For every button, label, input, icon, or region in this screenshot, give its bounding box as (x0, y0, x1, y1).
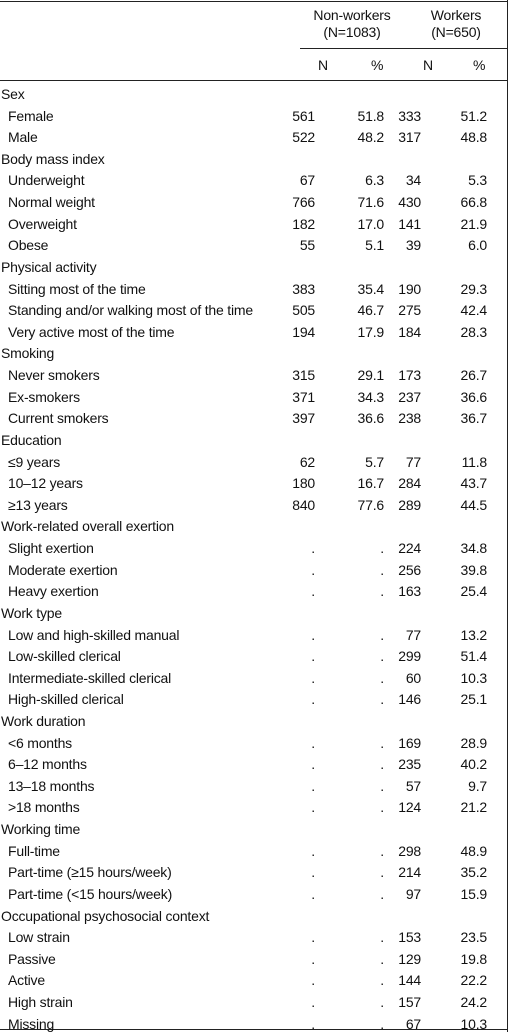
section-label: Body mass index (1, 151, 105, 167)
workers-n-cell: 57 (405, 778, 421, 794)
workers-n-cell: 173 (398, 367, 421, 383)
non-workers-percent-cell: . (380, 886, 384, 902)
row-label: Part-time (<15 hours/week) (8, 886, 173, 902)
non-workers-percent-cell: 71.6 (357, 194, 384, 210)
row-label: Never smokers (8, 367, 100, 383)
row-label: Obese (8, 237, 49, 253)
non-workers-n-cell: . (311, 627, 315, 643)
workers-n-cell: 184 (398, 324, 421, 340)
section-label: Work-related overall exertion (1, 518, 174, 534)
non-workers-n-cell: . (311, 929, 315, 945)
non-workers-percent-cell: 17.0 (357, 216, 384, 232)
workers-n-cell: 299 (398, 648, 421, 664)
workers-n-cell: 237 (398, 389, 421, 405)
workers-n-cell: 224 (398, 540, 421, 556)
non-workers-percent-cell: 48.2 (357, 129, 384, 145)
row-label: 13–18 months (8, 778, 95, 794)
workers-percent-cell: 22.2 (460, 972, 487, 988)
row-label: High-skilled clerical (8, 691, 124, 707)
row-label: ≤9 years (8, 454, 60, 470)
non-workers-n-cell: 840 (292, 497, 315, 513)
group-count: (N=650) (431, 24, 481, 40)
section-label: Working time (1, 821, 81, 837)
non-workers-n-cell: 766 (292, 194, 315, 210)
workers-percent-cell: 10.3 (460, 1016, 487, 1032)
non-workers-n-cell: . (311, 735, 315, 751)
workers-percent-cell: 42.4 (460, 302, 487, 318)
subcolumn-header-n: N (423, 57, 433, 73)
non-workers-n-cell: 55 (299, 237, 315, 253)
workers-percent-cell: 51.4 (460, 648, 487, 664)
non-workers-n-cell: 397 (292, 410, 315, 426)
non-workers-n-cell: . (311, 843, 315, 859)
row-label: Overweight (8, 216, 77, 232)
workers-n-cell: 77 (405, 627, 421, 643)
non-workers-percent-cell: 77.6 (357, 497, 384, 513)
row-label: 10–12 years (8, 475, 83, 491)
workers-percent-cell: 6.0 (468, 237, 487, 253)
workers-percent-cell: 39.8 (460, 562, 487, 578)
non-workers-percent-cell: 35.4 (357, 281, 384, 297)
non-workers-n-cell: 182 (292, 216, 315, 232)
non-workers-percent-cell: 51.8 (357, 108, 384, 124)
subcolumn-header-n: N (318, 57, 328, 73)
non-workers-n-cell: 383 (292, 281, 315, 297)
group-header-workers (404, 7, 508, 41)
non-workers-percent-cell: . (380, 627, 384, 643)
non-workers-n-cell: 67 (299, 172, 315, 188)
workers-n-cell: 289 (398, 497, 421, 513)
workers-n-cell: 275 (398, 302, 421, 318)
non-workers-percent-cell: . (380, 735, 384, 751)
workers-n-cell: 190 (398, 281, 421, 297)
workers-n-cell: 235 (398, 756, 421, 772)
non-workers-n-cell: . (311, 583, 315, 599)
non-workers-percent-cell: . (380, 951, 384, 967)
row-label: Underweight (8, 172, 85, 188)
row-label: Normal weight (8, 194, 95, 210)
non-workers-n-cell: . (311, 799, 315, 815)
non-workers-percent-cell: . (380, 670, 384, 686)
non-workers-n-cell: . (311, 994, 315, 1010)
section-label: Work duration (1, 713, 86, 729)
non-workers-n-cell: . (311, 691, 315, 707)
header-group-rule (300, 48, 508, 49)
workers-percent-cell: 28.9 (460, 735, 487, 751)
workers-n-cell: 153 (398, 929, 421, 945)
non-workers-n-cell: . (311, 972, 315, 988)
group-name: Workers (430, 7, 482, 23)
workers-n-cell: 77 (405, 454, 421, 470)
row-label: Intermediate-skilled clerical (8, 670, 172, 686)
workers-n-cell: 67 (405, 1016, 421, 1032)
workers-percent-cell: 10.3 (460, 670, 487, 686)
workers-n-cell: 97 (405, 886, 421, 902)
workers-percent-cell: 48.8 (460, 129, 487, 145)
non-workers-percent-cell: . (380, 648, 384, 664)
non-workers-n-cell: 180 (292, 475, 315, 491)
workers-percent-cell: 40.2 (460, 756, 487, 772)
non-workers-percent-cell: 17.9 (357, 324, 384, 340)
table-bottom-rule (0, 1029, 508, 1030)
workers-n-cell: 34 (405, 172, 421, 188)
workers-n-cell: 169 (398, 735, 421, 751)
workers-percent-cell: 51.2 (460, 108, 487, 124)
non-workers-percent-cell: . (380, 778, 384, 794)
non-workers-percent-cell: 34.3 (357, 389, 384, 405)
non-workers-percent-cell: . (380, 562, 384, 578)
non-workers-percent-cell: 5.7 (365, 454, 384, 470)
workers-percent-cell: 48.9 (460, 843, 487, 859)
row-label: >18 months (8, 799, 80, 815)
workers-percent-cell: 26.7 (460, 367, 487, 383)
row-label: Current smokers (8, 410, 109, 426)
workers-n-cell: 333 (398, 108, 421, 124)
section-label: Smoking (1, 345, 55, 361)
workers-percent-cell: 25.1 (460, 691, 487, 707)
non-workers-percent-cell: 36.6 (357, 410, 384, 426)
non-workers-percent-cell: . (380, 929, 384, 945)
row-label: Heavy exertion (8, 583, 99, 599)
row-label: Female (8, 108, 54, 124)
non-workers-percent-cell: 46.7 (357, 302, 384, 318)
workers-percent-cell: 25.4 (460, 583, 487, 599)
row-label: Missing (8, 1016, 55, 1032)
workers-percent-cell: 21.2 (460, 799, 487, 815)
workers-percent-cell: 35.2 (460, 864, 487, 880)
non-workers-n-cell: . (311, 864, 315, 880)
workers-n-cell: 144 (398, 972, 421, 988)
non-workers-percent-cell: . (380, 972, 384, 988)
row-label: Slight exertion (8, 540, 94, 556)
non-workers-percent-cell: 16.7 (357, 475, 384, 491)
workers-n-cell: 238 (398, 410, 421, 426)
group-header-non-workers (300, 7, 404, 41)
row-label: Low strain (8, 929, 70, 945)
row-label: Low and high-skilled manual (8, 627, 180, 643)
header-bottom-rule (0, 80, 508, 81)
workers-n-cell: 124 (398, 799, 421, 815)
non-workers-n-cell: . (311, 540, 315, 556)
workers-percent-cell: 9.7 (468, 778, 487, 794)
non-workers-n-cell: . (311, 648, 315, 664)
row-label: Sitting most of the time (8, 281, 146, 297)
non-workers-percent-cell: . (380, 843, 384, 859)
non-workers-percent-cell: . (380, 691, 384, 707)
non-workers-n-cell: 505 (292, 302, 315, 318)
workers-percent-cell: 34.8 (460, 540, 487, 556)
non-workers-percent-cell: . (380, 583, 384, 599)
non-workers-n-cell: . (311, 1016, 315, 1032)
workers-percent-cell: 11.8 (461, 454, 487, 470)
non-workers-n-cell: . (311, 951, 315, 967)
workers-percent-cell: 36.6 (460, 389, 487, 405)
workers-percent-cell: 5.3 (468, 172, 487, 188)
workers-n-cell: 214 (398, 864, 421, 880)
subcolumn-header-percent: % (473, 57, 486, 73)
non-workers-percent-cell: . (380, 799, 384, 815)
workers-n-cell: 129 (398, 951, 421, 967)
non-workers-n-cell: 561 (292, 108, 315, 124)
workers-percent-cell: 29.3 (460, 281, 487, 297)
row-label: Active (8, 972, 45, 988)
row-label: Part-time (≥15 hours/week) (8, 864, 172, 880)
workers-percent-cell: 15.9 (460, 886, 487, 902)
non-workers-n-cell: 194 (292, 324, 315, 340)
non-workers-n-cell: . (311, 778, 315, 794)
row-label: Male (8, 129, 38, 145)
row-label: Passive (8, 951, 56, 967)
row-label: High strain (8, 994, 73, 1010)
workers-n-cell: 256 (398, 562, 421, 578)
non-workers-percent-cell: 5.1 (365, 237, 384, 253)
section-label: Education (1, 432, 62, 448)
workers-percent-cell: 44.5 (460, 497, 487, 513)
row-label: Moderate exertion (8, 562, 118, 578)
workers-n-cell: 157 (398, 994, 421, 1010)
non-workers-percent-cell: 29.1 (357, 367, 384, 383)
table-top-rule (0, 1, 508, 2)
non-workers-percent-cell: . (380, 864, 384, 880)
workers-n-cell: 317 (398, 129, 421, 145)
workers-n-cell: 39 (405, 237, 421, 253)
workers-percent-cell: 19.8 (460, 951, 487, 967)
subcolumn-header-percent: % (371, 57, 384, 73)
group-count: (N=1083) (323, 24, 381, 40)
workers-percent-cell: 13.2 (460, 627, 487, 643)
non-workers-n-cell: 62 (299, 454, 315, 470)
workers-n-cell: 60 (405, 670, 421, 686)
row-label: 6–12 months (8, 756, 87, 772)
non-workers-percent-cell: . (380, 756, 384, 772)
row-label: Ex-smokers (8, 389, 80, 405)
section-label: Occupational psychosocial context (1, 908, 210, 924)
section-label: Sex (1, 86, 25, 102)
workers-percent-cell: 23.5 (460, 929, 487, 945)
row-label: Low-skilled clerical (8, 648, 121, 664)
section-label: Physical activity (1, 259, 97, 275)
non-workers-percent-cell: . (380, 1016, 384, 1032)
non-workers-n-cell: 522 (292, 129, 315, 145)
row-label: ≥13 years (8, 497, 68, 513)
non-workers-percent-cell: 6.3 (365, 172, 384, 188)
non-workers-n-cell: 315 (292, 367, 315, 383)
non-workers-percent-cell: . (380, 540, 384, 556)
workers-n-cell: 298 (398, 843, 421, 859)
workers-n-cell: 146 (398, 691, 421, 707)
non-workers-percent-cell: . (380, 994, 384, 1010)
workers-percent-cell: 66.8 (460, 194, 487, 210)
row-label: <6 months (8, 735, 72, 751)
workers-percent-cell: 43.7 (460, 475, 487, 491)
workers-n-cell: 430 (398, 194, 421, 210)
non-workers-n-cell: . (311, 886, 315, 902)
row-label: Full-time (8, 843, 60, 859)
section-label: Work type (1, 605, 62, 621)
workers-percent-cell: 28.3 (460, 324, 487, 340)
workers-n-cell: 284 (398, 475, 421, 491)
row-label: Standing and/or walking most of the time (8, 302, 253, 318)
non-workers-n-cell: 371 (292, 389, 315, 405)
group-name: Non-workers (313, 7, 391, 23)
row-label: Very active most of the time (8, 324, 175, 340)
workers-percent-cell: 24.2 (460, 994, 487, 1010)
non-workers-n-cell: . (311, 756, 315, 772)
workers-percent-cell: 36.7 (460, 410, 487, 426)
non-workers-n-cell: . (311, 670, 315, 686)
workers-n-cell: 141 (398, 216, 421, 232)
workers-percent-cell: 21.9 (460, 216, 487, 232)
non-workers-n-cell: . (311, 562, 315, 578)
workers-n-cell: 163 (398, 583, 421, 599)
